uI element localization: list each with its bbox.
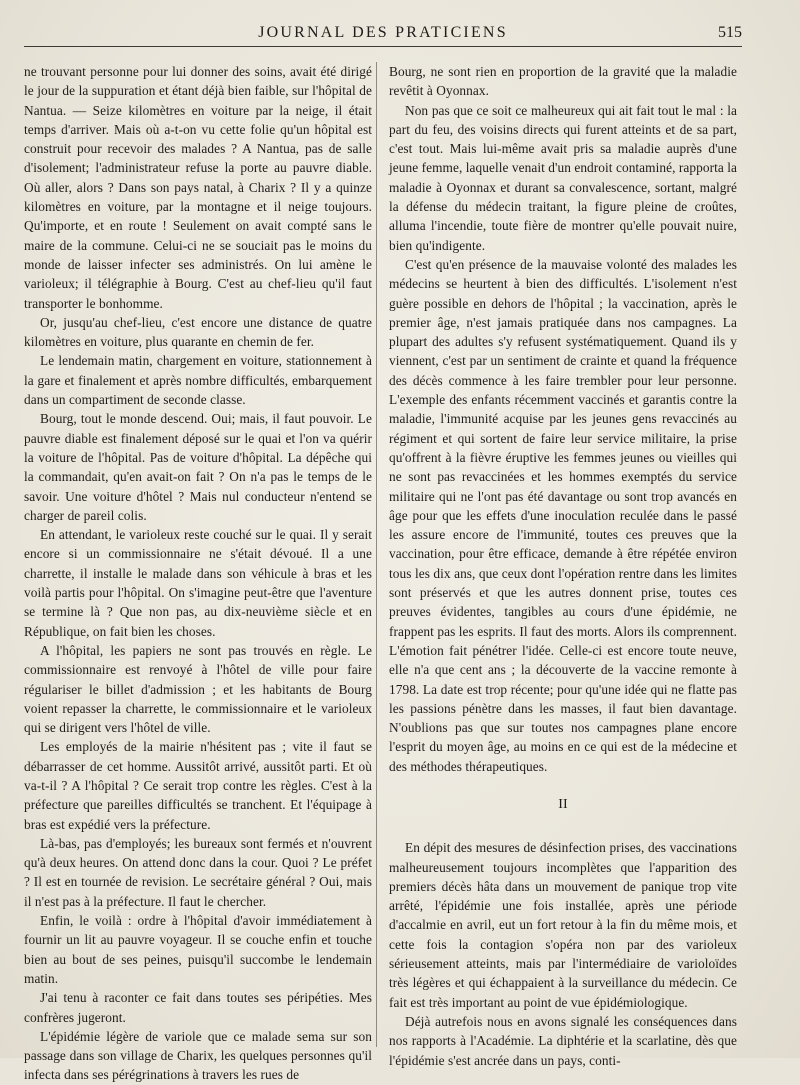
paragraph: Non pas que ce soit ce malheureux qui ait fait tout le mal : la part du feu, des voisins directs qui furent atteints et de sa part, c'est tout. Mais lui-même avait pris sa maladie auprès d'une jeune femme, laquelle venait d'un endroit contaminé, rapporta la maladie à Oyonnax et durant sa convalescence, sortant, malgré la défense du médecin traitant, la figure pleine de croûtes, alluma l'incendie, toute fière de montrer qu'elle pouvait nuire, bien qu'indigente. xyxy=(389,102,737,253)
section-heading: II xyxy=(558,796,568,812)
paragraph: C'est qu'en présence de la mauvaise volonté des malades les médecins se heurtent à bien des difficultés. L'isolement n'est guère possible en dehors de l'hôpital ; la vaccination, après le premier âge, n'est jamais pratiquée dans nos campagnes. La plupart des adultes s'y refusent systématiquement. Quand ils y viennent, c'est par un sentiment de crainte et quand la fréquence des décès commence à les faire trembler pour leur personne. L'exemple des enfants récemment vaccinés et garantis contre la maladie, l'immunité acquise par les jeunes gens revaccinés au régiment et qui sortent de faire leur service militaire, la prise qu'offrent à la fièvre éruptive les femmes jeunes ou vieilles qui ne sont pas revaccinées et les hommes exemptés du service militaire qui ne l'ont pas été davantage ou sont trop avancés en âge pour que les effets d'une inoculation reculée dans le passé les assure encore de l'immunité, toutes ces preuves que la vaccination, pour être efficace, demande à être répétée environ tous les dix ans, que ceux dont l'opération rentre dans les limites sont préservés et que les autres donnent prise, toutes ces preuves évidentes, tangibles au cours d'une épidémie, ne frappent pas les esprits. Il faut des morts. Alors ils comprennent. L'émotion fait pénétrer l'idée. Celle-ci est encore toute neuve, elle n'a que cent ans ; la découverte de la vaccine remonte à 1798. La date est trop récente; pour qu'une idée qui ne flatte pas les passions pénètre dans les masses, il faut bien davantage. N'oublions pas que sur toutes nos campagnes plane encore l'esprit du moyen âge, au moins en ce qui est de la médecine et des méthodes thérapeutiques. xyxy=(389,256,737,774)
paragraph: ne trouvant personne pour lui donner des soins, avait été dirigé le jour de la suppuration et étant déjà bien faible, sur l'hôpital de Nantua. — Seize kilomètres en voiture par la neige, il était temps d'arriver. Mais où a-t-on vu cette folie qu'un hôpital est construit pour recevoir des malades ? A Nantua, pas de salle d'isolement; l'administrateur refuse la porte au pauvre diable. Où aller, alors ? Dans son pays natal, à Charix ? Il y a quinze kilomètres en voiture, par la montagne et il neige toujours. Qu'importe, et en route ! Seulement on avait compté sans le maire de la commune. Celui-ci ne se souciait pas le moins du monde de laisser infecter ses administrés. On lui amène le varioleux; il télégraphie à Bourg. C'est au chef-lieu qu'il faut transporter le bonhomme. xyxy=(24,64,372,311)
column-divider xyxy=(376,62,377,1047)
running-title: JOURNAL DES PRATICIENS xyxy=(258,24,508,41)
paragraph: L'épidémie légère de variole que ce malade sema sur son passage dans son village de Charix, les quelques personnes qu'il infecta dans ses pérégrinations à travers les rues de xyxy=(24,1028,372,1083)
left-column xyxy=(24,62,372,1085)
paragraph: Bourg, tout le monde descend. Oui; mais, il faut pouvoir. Le pauvre diable est finalement déposé sur le quai et l'on va quérir la voiture de l'hôpital. Pas de voiture d'hôpital. La dépêche qui la commandait, qu'en avait-on fait ? On n'a pas le temps de le savoir. Une voiture d'hôtel ? Mais nul conducteur n'entend se charger de pareil colis. xyxy=(24,411,372,523)
paragraph: Là-bas, pas d'employés; les bureaux sont fermés et n'ouvrent qu'à deux heures. On attend donc dans la cour. Quoi ? Le préfet ? Il est en tournée de revision. Le secrétaire général ? Oui, mais il n'est pas à la préfecture. Il faut le chercher. xyxy=(24,835,372,909)
paragraph: Le lendemain matin, chargement en voiture, stationnement à la gare et finalement et après nombre difficultés, embarquement dans un compartiment de seconde classe. xyxy=(24,353,372,408)
paragraph: Enfin, le voilà : ordre à l'hôpital d'avoir immédiatement à fournir un lit au pauvre voyageur. Il se couche enfin et touche bien au bout de ses peines, puisqu'il succombe le lendemain matin. xyxy=(24,913,372,986)
page-header xyxy=(24,24,742,47)
page-number: 515 xyxy=(718,24,742,41)
paragraph: Les employés de la mairie n'hésitent pas ; vite il faut se débarrasser de cet homme. Aussitôt arrivé, aussitôt parti. Et où va-t-il ? A l'hôpital ? Ce serait trop contre les règles. C'est à la préfecture que pareilles difficultés se tranchent. Et l'équipage à bras est expédié vers la préfecture. xyxy=(24,739,372,832)
right-column xyxy=(389,62,737,1070)
paragraph: A l'hôpital, les papiers ne sont pas trouvés en règle. Le commissionnaire est renvoyé à l'hôtel de ville pour faire régulariser le billet d'admission ; et les habitants de Bourg voient repasser la charrette, le commissionnaire et le varioleux qui se dirigent vers l'hôtel de ville. xyxy=(24,642,372,736)
paragraph: J'ai tenu à raconter ce fait dans toutes ses péripéties. Mes confrères jugeront. xyxy=(24,990,372,1025)
paragraph: Déjà autrefois nous en avons signalé les conséquences dans nos rapports à l'Académie. La diphtérie et la scarlatine, dès que l'épidémie s'est ancrée dans un pays, conti- xyxy=(389,1013,737,1068)
paragraph: Or, jusqu'au chef-lieu, c'est encore une distance de quatre kilomètres en voiture, plus quarante en chemin de fer. xyxy=(24,314,372,350)
paragraph-continuation: Bourg, ne sont rien en proportion de la gravité que la maladie revêtit à Oyonnax. xyxy=(389,64,737,99)
paragraph: En dépit des mesures de désinfection prises, des vaccinations malheureusement toujours incomplètes que l'apparition des premiers décès hâta dans un mouvement de panique trop vite arrêté, l'épidémie une fois installée, après une période d'accalmie en avril, eut un fort retour à la fin du même mois, et cette fois la contagion s'opéra non par des varioleux sérieusement atteints, mais par l'intermédiaire de varioloïdes très légères et qui échappaient à la surveillance du médecin. Ce fait est très important au point de vue épidémiologique. xyxy=(389,840,737,1010)
paragraph: En attendant, le varioleux reste couché sur le quai. Il y serait encore si un commissionnaire ne s'était dévoué. Il a une charrette, il installe le malade dans son véhicule à bras et les voilà partis pour l'hôpital. On s'imagine peut-être que l'aventure se termine là ? Que non pas, au dix-neuvième siècle et en République, on fait bien les choses. xyxy=(24,527,372,639)
